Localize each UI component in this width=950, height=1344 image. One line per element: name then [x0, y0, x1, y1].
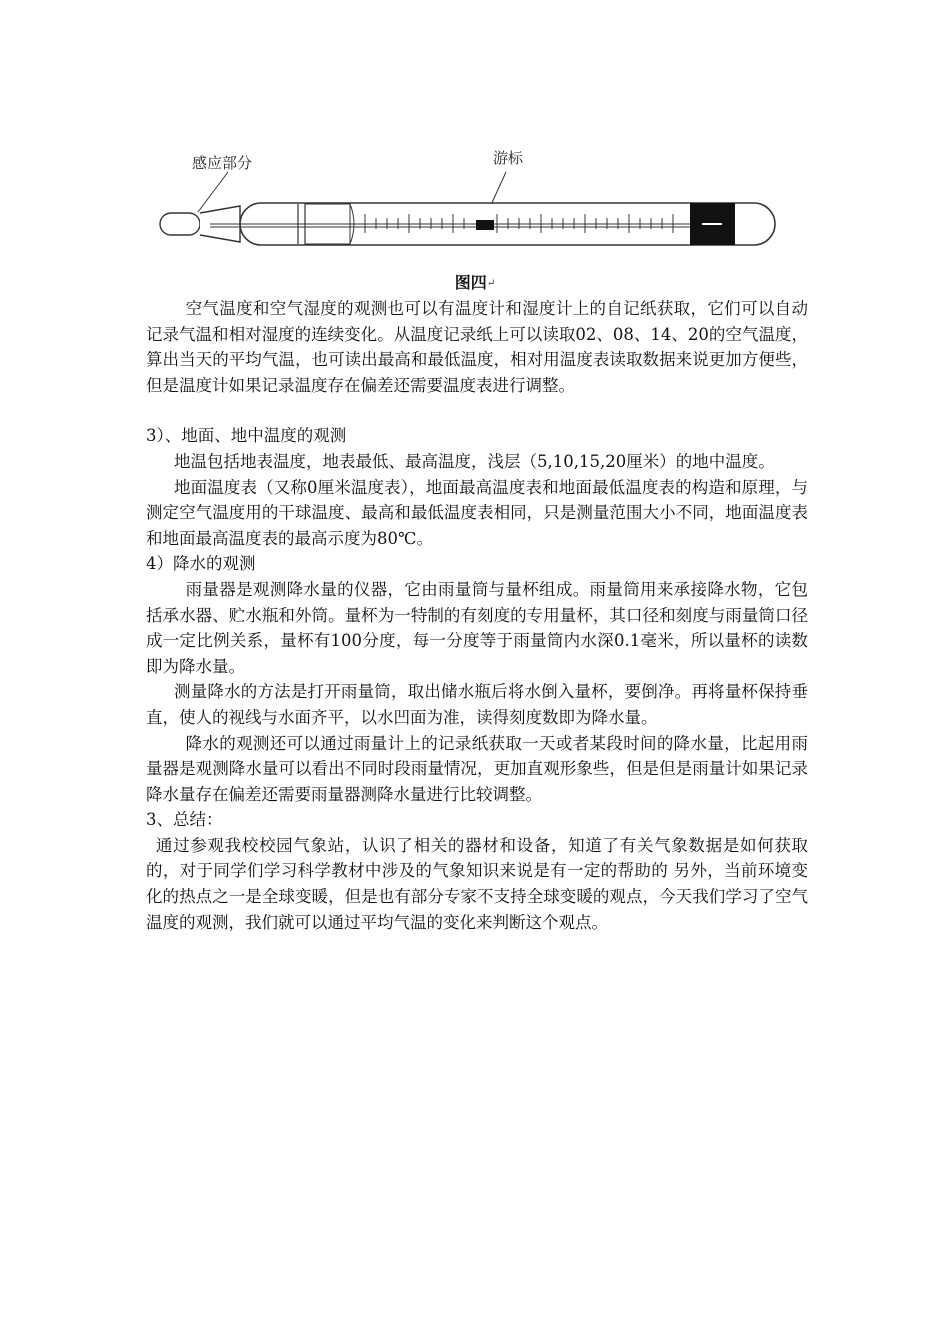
paragraph-ground-thermometers: 地面温度表（又称0厘米温度表），地面最高温度表和地面最低温度表的构造和原理，与测定空气温度用的干球温度、最高和最低温度表相同，只是测量范围大小不同，地面温度表和地面最高温度表的最高示度为80℃。: [146, 477, 808, 548]
paragraph-mark-icon: ↵: [486, 278, 496, 289]
section-heading-ground-temp: 3）、地面、地中温度的观测: [146, 426, 347, 446]
figure-caption: [0, 270, 950, 293]
paragraph-measure-method: 测量降水的方法是打开雨量筒，取出储水瓶后将水倒入量杯，要倒净。再将量杯保持垂直，使人的视线与水面齐平，以水凹面为准，读得刻度数即为降水量。: [146, 682, 808, 727]
paragraph-rain-recorder: 降水的观测还可以通过雨量计上的记录纸获取一天或者某段时间的降水量，比起用雨量器是观测降水量可以看出不同时段雨量情况，更加直观形象些，但是但是雨量计如果记录降水量存在偏差还需要雨量器测降水量进行比较调整。: [146, 733, 808, 804]
section-heading-precipitation: 4）降水的观测: [146, 554, 256, 574]
sensor-part-label: 感应部分: [192, 154, 253, 172]
slider-label: 游标: [493, 149, 524, 167]
section-heading-summary: 3、总结：: [146, 810, 223, 830]
document-body: [146, 296, 808, 935]
blank-line: [146, 398, 808, 423]
paragraph-self-recording: 空气温度和空气湿度的观测也可以有温度计和湿度计上的自记纸获取，它们可以自动记录气温和相对湿度的连续变化。从温度记录纸上可以读取02、08、14、20的空气温度，算出当天的平均气温，也可读出最高和最低温度，相对用温度表读取数据来说更加方便些，但是温度计如果记录温度存在偏差还需要温度表进行调整。: [146, 299, 808, 395]
paragraph-summary: 通过参观我校校园气象站，认识了相关的器材和设备，知道了有关气象数据是如何获取的，对于同学们学习科学教材中涉及的气象知识来说是有一定的帮助的 另外，当前环境变化的热点之一是全球变暖，但是也有部分专家不支持全球变暖的观点，今天我们学习了空气温度的观测，我们就可以通过平均气温的变化来判断这个观点。: [146, 835, 808, 932]
sensor-leader-line: [198, 172, 228, 212]
paragraph-ground-temp-intro: 地温包括地表温度，地表最低、最高温度，浅层（5,10,15,20厘米）的地中温度。: [174, 451, 775, 471]
caption-text: 图四: [454, 273, 487, 292]
thermometer-figure: [150, 140, 800, 270]
slider-marker: [476, 220, 494, 230]
thermometer-bulb: [160, 213, 200, 235]
paragraph-rain-gauge: 雨量器是观测降水量的仪器，它由雨量筒与量杯组成。雨量筒用来承接降水物，它包括承水器、贮水瓶和外筒。量杯为一特制的有刻度的专用量杯，其口径和刻度与雨量筒口径成一定比例关系，量杯有100分度，每一分度等于雨量筒内水深0.1毫米，所以量杯的读数即为降水量。: [146, 579, 808, 676]
